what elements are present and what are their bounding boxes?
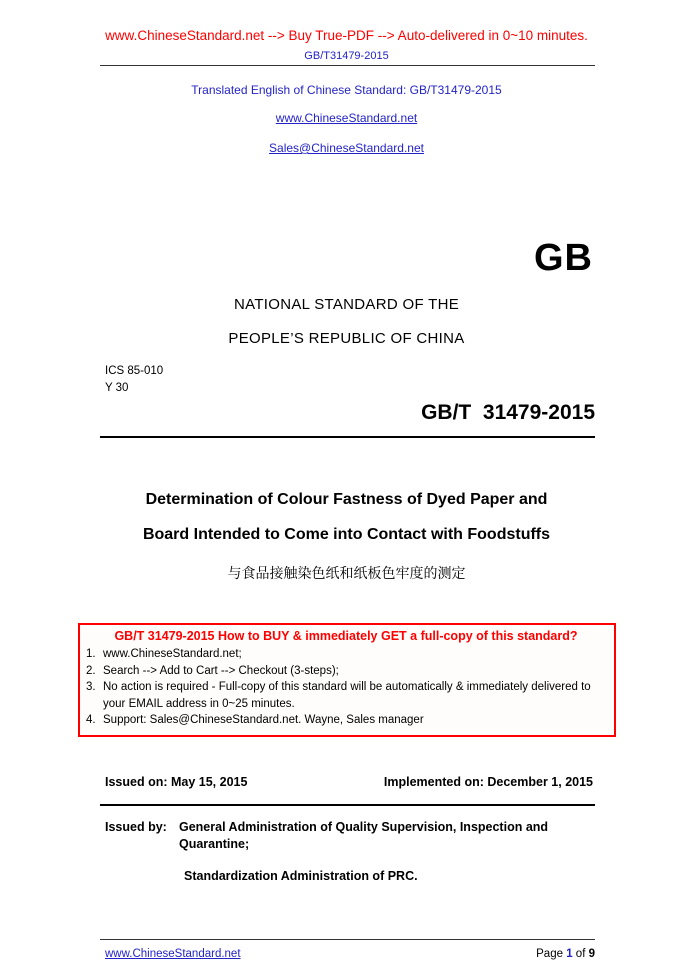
implemented-date: Implemented on: December 1, 2015 bbox=[383, 774, 593, 789]
buy-step-1-number: 1. bbox=[86, 648, 96, 660]
footer-row bbox=[105, 948, 595, 960]
page-number: 1 bbox=[566, 948, 573, 960]
issuer-block bbox=[105, 819, 593, 885]
buy-step-4 bbox=[86, 712, 606, 729]
ics-code: ICS 85-010 bbox=[105, 365, 164, 377]
issuer-line2: Quarantine; bbox=[179, 836, 250, 851]
sales-link-line bbox=[0, 139, 693, 157]
site-link-line bbox=[0, 109, 693, 127]
buy-step-1 bbox=[86, 646, 606, 663]
translated-line: Translated English of Chinese Standard: GB/T31479-2015 bbox=[191, 83, 502, 97]
dates-divider bbox=[100, 804, 595, 806]
issued-date: Issued on: May 15, 2015 bbox=[105, 774, 248, 789]
buy-step-3-number: 3. bbox=[86, 681, 96, 693]
buy-box-heading: GB/T 31479-2015 How to BUY & immediately GET a full-copy of this standard? bbox=[114, 629, 578, 643]
buy-step-3 bbox=[86, 679, 606, 712]
dates-row bbox=[105, 775, 593, 789]
document-title-line2: Board Intended to Come into Contact with Foodstuffs bbox=[142, 526, 551, 543]
standard-code-main: GB/T 31479-2015 bbox=[421, 401, 595, 424]
national-standard-line1: NATIONAL STANDARD OF THE bbox=[234, 296, 459, 313]
gb-logo: GB bbox=[534, 237, 593, 279]
issuer-line3: Standardization Administration of PRC. bbox=[184, 868, 418, 883]
standard-code-header: GB/T31479-2015 bbox=[304, 50, 389, 62]
document-title-line1: Determination of Colour Fastness of Dyed Paper and bbox=[145, 491, 548, 508]
buy-step-2-number: 2. bbox=[86, 664, 96, 677]
standard-code-divider bbox=[100, 436, 595, 438]
buy-step-2-text: Search --> Add to Cart --> Checkout (3-steps); bbox=[103, 664, 339, 677]
page-middle: of bbox=[572, 948, 589, 960]
y-classification: Y 30 bbox=[105, 382, 129, 394]
footer-site-link[interactable]: www.ChineseStandard.net bbox=[105, 948, 241, 960]
issuer-body bbox=[179, 819, 593, 885]
page-indicator bbox=[536, 948, 595, 960]
header-divider bbox=[100, 65, 595, 66]
page-total: 9 bbox=[588, 948, 595, 960]
buy-step-4-text: Support: Sales@ChineseStandard.net. Wayne, Sales manager bbox=[103, 714, 424, 726]
buy-step-3-text: No action is required - Full-copy of this standard will be automatically & immediately delivered to your EMAIL address in 0~25 minutes. bbox=[103, 681, 591, 710]
buy-step-2 bbox=[86, 663, 606, 680]
buy-step-4-number: 4. bbox=[86, 714, 96, 726]
page-footer bbox=[0, 939, 693, 960]
issued-by-label: Issued by: bbox=[105, 819, 167, 834]
buy-step-1-text: www.ChineseStandard.net; bbox=[103, 648, 242, 660]
national-standard-line2: PEOPLE’S REPUBLIC OF CHINA bbox=[228, 330, 465, 347]
site-link[interactable]: www.ChineseStandard.net bbox=[275, 111, 418, 125]
issuer-line1: General Administration of Quality Supervision, Inspection and bbox=[179, 819, 549, 834]
page-prefix: Page bbox=[536, 948, 567, 960]
sales-link[interactable]: Sales@ChineseStandard.net bbox=[269, 141, 424, 155]
promo-line: www.ChineseStandard.net --> Buy True-PDF --> Auto-delivered in 0~10 minutes. bbox=[105, 28, 588, 43]
buy-box bbox=[78, 623, 616, 737]
document-title-chinese: 与食品接触染色纸和纸板色牢度的测定 bbox=[227, 566, 466, 582]
footer-divider bbox=[100, 939, 595, 940]
classification-block bbox=[105, 363, 693, 397]
